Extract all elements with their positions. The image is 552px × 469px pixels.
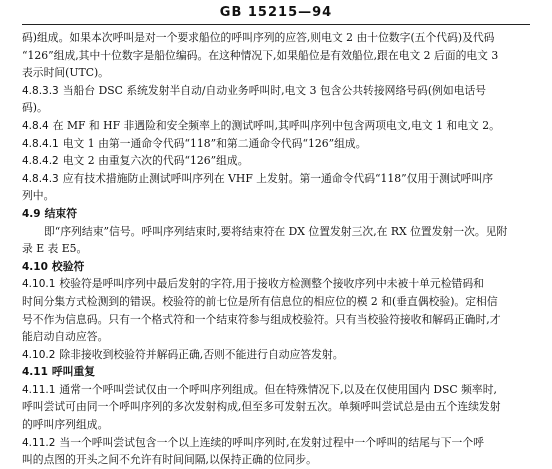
- line-text: 能启动自动应答。: [22, 330, 109, 344]
- line-text: 电文 1 由第一通命令代码“118”和第二通命令代码“126”组成。: [62, 136, 367, 150]
- line-text: 校验符是呼叫序列中最后发射的字符,用于接收方检测整个接收序列中未被十单元检错码和: [59, 277, 484, 291]
- line-text: 表示时间(UTC)。: [22, 66, 109, 80]
- clause-number: 4.8.3.3: [22, 84, 59, 97]
- text-line: [22, 64, 532, 82]
- line-text: 除非接收到校验符并解码正确,否则不能进行自动应答发射。: [59, 347, 344, 361]
- text-line: [22, 47, 532, 65]
- clause-number: 4.9: [22, 207, 41, 220]
- clause-number: 4.8.4.3: [22, 172, 59, 185]
- line-text: 码)。: [22, 101, 48, 115]
- line-text: 列中。: [22, 189, 55, 203]
- line-text: 即“序列结束”信号。呼叫序列结束时,要将结束符在 DX 位置发射三次,在 RX 位置发射一次。见附: [44, 224, 508, 238]
- heading-title: 结束符: [44, 206, 77, 220]
- line-text: 电文 2 由重复六次的代码“126”组成。: [62, 154, 249, 168]
- clause-number: 4.10.1: [22, 278, 56, 291]
- section-heading: [22, 258, 532, 276]
- line-text: 当一个呼叫尝试包含一个以上连续的呼叫序列时,在发射过程中一个呼叫的结尾与下一个呼: [59, 435, 484, 449]
- text-line: [22, 398, 532, 416]
- text-line: [22, 311, 532, 329]
- line-text: 的呼叫序列组成。: [22, 418, 109, 432]
- clause-number: 4.8.4: [22, 119, 49, 132]
- line-text: 通常一个呼叫尝试仅由一个呼叫序列组成。但在特殊情况下,以及在仅使用国内 DSC 频率时,: [59, 382, 497, 396]
- standard-header: GB 15215—94: [219, 5, 333, 20]
- text-line: [22, 187, 532, 205]
- line-text: 录 E 表 E5。: [22, 242, 88, 256]
- clause-number: 4.10: [22, 260, 48, 273]
- text-line: [22, 29, 532, 47]
- line-text: 码)组成。如果本次呼叫是对一个要求船位的呼叫序列的应答,则电文 2 由十位数字(五个代码)及代码: [22, 31, 495, 44]
- clause-number: 4.10.2: [22, 348, 56, 361]
- text-line: [22, 135, 532, 153]
- header-rule: [22, 24, 530, 25]
- text-line: [22, 434, 532, 452]
- line-text: 在 MF 和 HF 非遇险和安全频率上的测试呼叫,其呼叫序列中包含两项电文,电文 1 和电文 2。: [52, 118, 500, 132]
- text-line: [22, 346, 532, 364]
- text-line: [22, 117, 532, 135]
- section-heading: [22, 363, 532, 381]
- line-text: 应有技术措施防止测试呼叫序列在 VHF 上发射。第一通命令代码“118”仅用于测试呼叫序: [62, 171, 494, 185]
- text-line: [22, 451, 532, 469]
- heading-title: 呼叫重复: [51, 365, 96, 379]
- clause-number: 4.8.4.2: [22, 155, 59, 168]
- text-line: [22, 275, 532, 293]
- line-text: 叫的点图的开头之间不允许有时间间隔,以保持正确的位同步。: [22, 453, 317, 467]
- document-body: [22, 29, 532, 469]
- line-text: 呼叫尝试可由同一个呼叫序列的多次发射构成,但至多可发射五次。单频呼叫尝试总是由五个连续发射: [22, 400, 501, 414]
- clause-number: 4.11.1: [22, 383, 56, 396]
- text-line: [22, 152, 532, 170]
- clause-number: 4.11.2: [22, 436, 56, 449]
- clause-number: 4.8.4.1: [22, 137, 59, 150]
- text-line: [22, 170, 532, 188]
- section-heading: [22, 205, 532, 223]
- text-line: [22, 293, 532, 311]
- text-line: [22, 240, 532, 258]
- heading-title: 校验符: [51, 259, 85, 273]
- text-line: [22, 223, 532, 241]
- line-text: 时间分集方式检测到的错误。校验符的前七位是所有信息位的相应位的模 2 和(垂直偶校验)。定相信: [22, 294, 498, 308]
- line-text: 号不作为信息码。只有一个格式符和一个结束符参与组成校验符。只有当校验符接收和解码正确时,才: [22, 312, 501, 326]
- text-line: [22, 99, 532, 117]
- text-line: [22, 381, 532, 399]
- text-line: [22, 328, 532, 346]
- line-text: “126”组成,其中十位数字是船位编码。在这种情况下,如果船位是有效船位,跟在电文 2 后面的电文 3: [22, 48, 499, 62]
- clause-number: 4.11: [22, 366, 48, 379]
- text-line: [22, 416, 532, 434]
- line-text: 当船台 DSC 系统发射半自动/自动业务呼叫时,电文 3 包含公共转接网络号码(例如电话号: [62, 83, 487, 97]
- text-line: [22, 82, 532, 100]
